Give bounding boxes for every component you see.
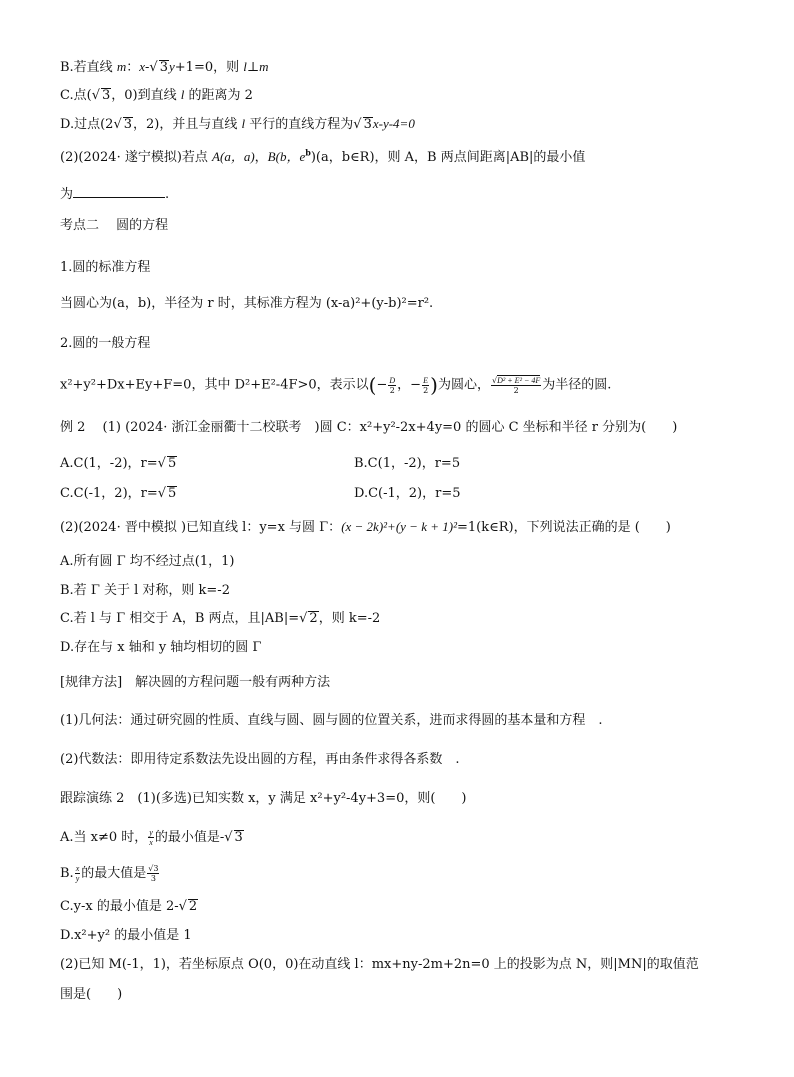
period: . <box>165 187 170 202</box>
option-c-prefix: C.y-x 的最小值是 2- <box>60 899 179 914</box>
denominator: 2 <box>389 385 395 395</box>
practice-option-c <box>60 898 198 916</box>
example-2-options-row1 <box>60 455 461 473</box>
general-equation: x²+y²+Dx+Ey+F=0，其中 D²+E²-4F>0，表示以 <box>60 377 369 393</box>
example-2-q1-text: (1) (2024· 浙江金丽衢十二校联考 )圆 C：x²+y²-2x+4y=0 的圆心 C 坐标和半径 r 分别为( ) <box>102 420 678 435</box>
sqrt-symbol: √ <box>178 899 187 914</box>
option-d-mid: ，2)，并且与直线 <box>133 117 242 132</box>
radicand: 3 <box>153 864 159 873</box>
option-c-line <box>60 86 253 105</box>
method-1: (1)几何法：通过研究圆的性质、直线与圆、圆与圆的位置关系，进而求得圆的基本量和方程 . <box>60 713 603 728</box>
practice-question-2-line2: 围是( ) <box>60 987 123 1002</box>
example-2-options-row2 <box>60 485 461 503</box>
var-y: y <box>169 59 175 74</box>
q2-prefix: (2)(2024· 晋中模拟 )已知直线 l：y=x 与圆 Γ： <box>60 520 342 535</box>
example-2-option-a: A.所有圆 Γ 均不经过点(1，1) <box>60 554 235 569</box>
method-title: [规律方法] 解决圆的方程问题一般有两种方法 <box>60 675 331 690</box>
sqrt-symbol: √ <box>299 611 308 626</box>
option-c-prefix: C.点( <box>60 88 92 103</box>
sqrt-symbol: √ <box>149 60 158 75</box>
radius-fraction <box>491 376 541 395</box>
perp-symbol: ⊥ <box>246 60 260 75</box>
option-c-text: C.C(-1，2)，r= <box>60 486 158 501</box>
var-m: m <box>116 59 127 74</box>
numerator: y <box>149 828 153 837</box>
sqrt-symbol: √ <box>91 88 100 103</box>
question-2-line1 <box>60 148 585 167</box>
sqrt-radicand: 5 <box>168 486 177 501</box>
question-2-wei: 为 <box>60 187 74 202</box>
option-a-prefix: A.当 x≠0 时， <box>60 830 148 845</box>
var-l: l <box>243 59 247 74</box>
denominator: 2 <box>423 385 429 395</box>
standard-equation-text: 当圆心为(a，b)，半径为 r 时，其标准方程为 (x-a)²+(y-b)²=r². <box>60 296 434 311</box>
method-2: (2)代数法：即用待定系数法先设出圆的方程，再由条件求得各系数 . <box>60 752 460 767</box>
example-2-option-d: D.存在与 x 轴和 y 轴均相切的圆 Γ <box>60 640 262 655</box>
example-2-option-b: B.若 Γ 关于 l 对称，则 k=-2 <box>60 583 230 598</box>
colon: ： <box>126 60 140 75</box>
denominator: x <box>149 838 153 847</box>
option-c-prefix: C.若 l 与 Γ 相交于 A，B 两点，且|AB|= <box>60 611 300 626</box>
option-b: B.C(1，-2)，r=5 <box>354 456 461 471</box>
general-equation-heading: 2.圆的一般方程 <box>60 336 151 351</box>
option-b-prefix: B. <box>60 866 74 881</box>
option-b-line <box>60 58 269 77</box>
section-title: 考点二 圆的方程 <box>60 218 169 233</box>
circle-equation: (x − 2k)²+(y − k + 1)² <box>341 519 457 534</box>
denominator: 2 <box>513 385 519 395</box>
minus: - <box>145 60 150 75</box>
example-label: 例 2 <box>60 420 86 435</box>
numerator: √3 <box>148 864 159 873</box>
radius-text: 为半径的圆. <box>542 377 612 393</box>
fraction-sqrt3-over-3 <box>147 864 159 883</box>
general-equation-text <box>60 372 611 399</box>
minus: − <box>376 377 388 393</box>
practice-title: 跟踪演练 2 (1)(多选)已知实数 x，y 满足 x²+y²-4y+3=0，则( ) <box>60 791 467 806</box>
practice-option-a <box>60 826 244 850</box>
sqrt-radicand: 3 <box>234 830 243 845</box>
numerator: x <box>75 864 80 873</box>
sqrt-radicand: 3 <box>123 117 133 132</box>
radicand: D² + E² − 4F <box>497 375 541 385</box>
fraction-e-over-2 <box>422 376 429 395</box>
exponent-b: b <box>305 147 311 158</box>
option-d: D.C(-1，2)，r=5 <box>354 486 461 501</box>
q2-post: =1(k∈R)，下列说法正确的是 ( ) <box>456 520 671 535</box>
sqrt-symbol: √ <box>224 830 233 845</box>
sqrt-radicand: 2 <box>188 899 198 914</box>
point-a: A(a，a) <box>212 149 255 164</box>
numerator: E <box>423 375 429 385</box>
question-2-line2 <box>60 185 169 204</box>
center-text: 为圆心， <box>437 377 490 393</box>
sqrt-radicand: 3 <box>159 60 168 75</box>
option-b-mid: 的最大值是 <box>81 866 147 881</box>
left-paren: ( <box>368 373 377 397</box>
sqrt-symbol: √ <box>113 117 122 132</box>
minus: − <box>410 377 422 393</box>
separator: ， <box>254 150 268 165</box>
radius-numerator: √D² + E² − 4F <box>492 375 541 385</box>
option-b-prefix: B.若直线 <box>60 60 117 75</box>
sqrt-symbol: √ <box>353 117 362 132</box>
denominator: 3 <box>150 874 156 883</box>
option-d-tail: x-y-4=0 <box>372 116 415 131</box>
fraction-y-over-x <box>148 828 154 847</box>
standard-equation-heading: 1.圆的标准方程 <box>60 260 151 275</box>
example-2-question-1 <box>60 419 677 437</box>
sqrt-radicand: 2 <box>309 611 318 626</box>
option-a-mid: 的最小值是- <box>154 830 225 845</box>
sqrt-symbol: √ <box>157 486 167 501</box>
var-m: m <box>259 59 269 74</box>
example-2-question-2 <box>60 518 671 537</box>
option-a <box>60 456 177 471</box>
comma: ， <box>397 377 411 393</box>
right-paren: ) <box>430 373 438 397</box>
option-d-line <box>60 115 415 134</box>
practice-option-b <box>60 862 160 886</box>
option-c-mid: ，0)到直线 <box>111 88 181 103</box>
option-d-prefix: D.过点(2 <box>60 117 114 132</box>
fraction-d-over-2 <box>388 376 396 395</box>
var-x: x <box>139 59 146 74</box>
option-c <box>60 486 177 501</box>
sqrt-radicand: 5 <box>167 456 177 471</box>
denominator: y <box>75 874 80 883</box>
option-c-post: 的距离为 2 <box>184 88 253 103</box>
point-b: B(b，e <box>267 149 306 164</box>
sqrt-radicand: 3 <box>363 117 372 132</box>
sqrt-radicand: 3 <box>102 88 111 103</box>
example-2-option-c <box>60 610 380 628</box>
var-l: l <box>241 116 246 131</box>
numerator: D <box>389 375 396 385</box>
var-l: l <box>180 87 185 102</box>
sqrt-symbol: √ <box>157 456 166 471</box>
option-c-post: ，则 k=-2 <box>318 611 381 626</box>
option-b-rest: +1=0，则 <box>174 60 244 75</box>
option-a-text: A.C(1，-2)，r= <box>60 456 158 471</box>
practice-option-d: D.x²+y² 的最小值是 1 <box>60 928 192 943</box>
question-2-post: )(a，b∈R)，则 A，B 两点间距离|AB|的最小值 <box>310 150 586 165</box>
practice-question-2-line1: (2)已知 M(-1，1)，若坐标原点 O(0，0)在动直线 l：mx+ny-2m+2n=0 上的投影为点 N，则|MN|的取值范 <box>60 957 699 972</box>
answer-blank[interactable] <box>73 185 165 198</box>
fraction-x-over-y <box>75 864 81 883</box>
question-2-prefix: (2)(2024· 遂宁模拟)若点 <box>60 150 213 165</box>
option-d-mid2: 平行的直线方程为 <box>245 117 354 132</box>
